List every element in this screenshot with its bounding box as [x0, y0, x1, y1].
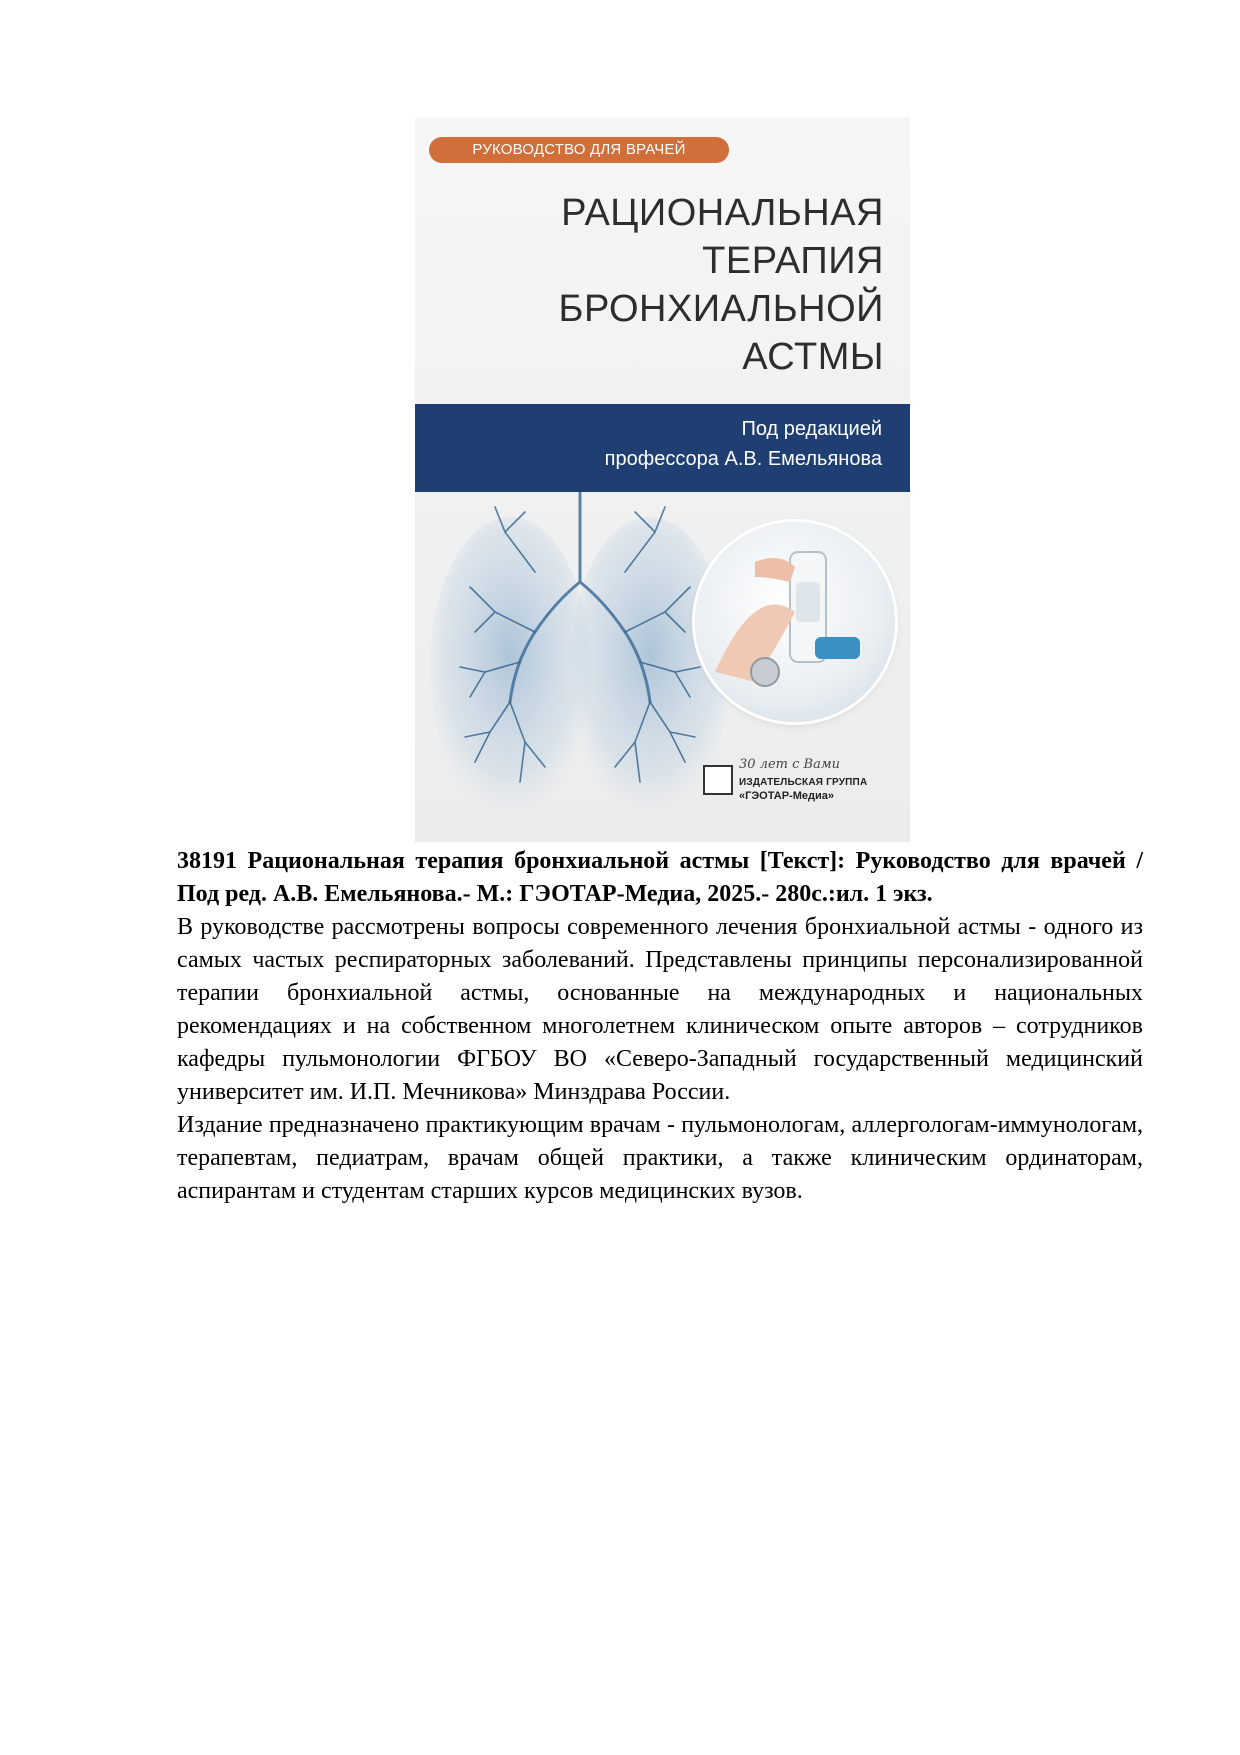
- series-badge: РУКОВОДСТВО ДЛЯ ВРАЧЕЙ: [429, 137, 729, 163]
- publisher-group: ИЗДАТЕЛЬСКАЯ ГРУППА: [739, 777, 868, 788]
- publisher-anniversary: 30 лет с Вами: [739, 757, 840, 772]
- title-line: АСТМЫ: [742, 336, 884, 378]
- publisher-name: «ГЭОТАР-Медиа»: [739, 790, 834, 802]
- publisher-logo-icon: [703, 765, 733, 795]
- title-line: БРОНХИАЛЬНОЙ: [558, 288, 884, 330]
- book-cover: [415, 117, 910, 842]
- editor-line: Под редакцией: [741, 418, 882, 440]
- catalog-entry: [177, 845, 1143, 1208]
- editor-band: [415, 404, 910, 492]
- entry-heading: 38191 Рациональная терапия бронхиальной астмы [Текст]: Руководство для врачей /Под ред. А.В. Емельянова.- М.: ГЭОТАР-Медиа, 2025.- 280с.:ил. 1 экз.: [177, 848, 1143, 907]
- book-title: [444, 189, 884, 381]
- editor-line: профессора А.В. Емельянова: [604, 448, 882, 470]
- title-line: ТЕРАПИЯ: [702, 240, 884, 282]
- publisher-block: [703, 757, 893, 807]
- title-line: РАЦИОНАЛЬНАЯ: [561, 192, 884, 234]
- inhaler-icon: [695, 522, 895, 722]
- entry-description: В руководстве рассмотрены вопросы современного лечения бронхиальной астмы - одного из самых частых респираторных заболеваний. Представлены принципы персонализированной терапии бронхиальной астмы, основанные на международных и национальных рекомендациях и на собственном многолетнем клиническом опыте авторов – сотрудников кафедры пульмонологии ФГБОУ ВО «Северо-Западный государственный медицинский университет им. И.П. Мечникова» Минздрава России.: [177, 914, 1143, 1105]
- entry-audience: Издание предназначено практикующим врачам - пульмонологам, аллергологам-иммунологам, терапевтам, педиатрам, врачам общей практики, а также клиническим ординаторам, аспирантам и студентам старших курсов медицинских вузов.: [177, 1112, 1143, 1204]
- lungs-illustration: [415, 492, 745, 842]
- inhaler-photo: [695, 522, 895, 722]
